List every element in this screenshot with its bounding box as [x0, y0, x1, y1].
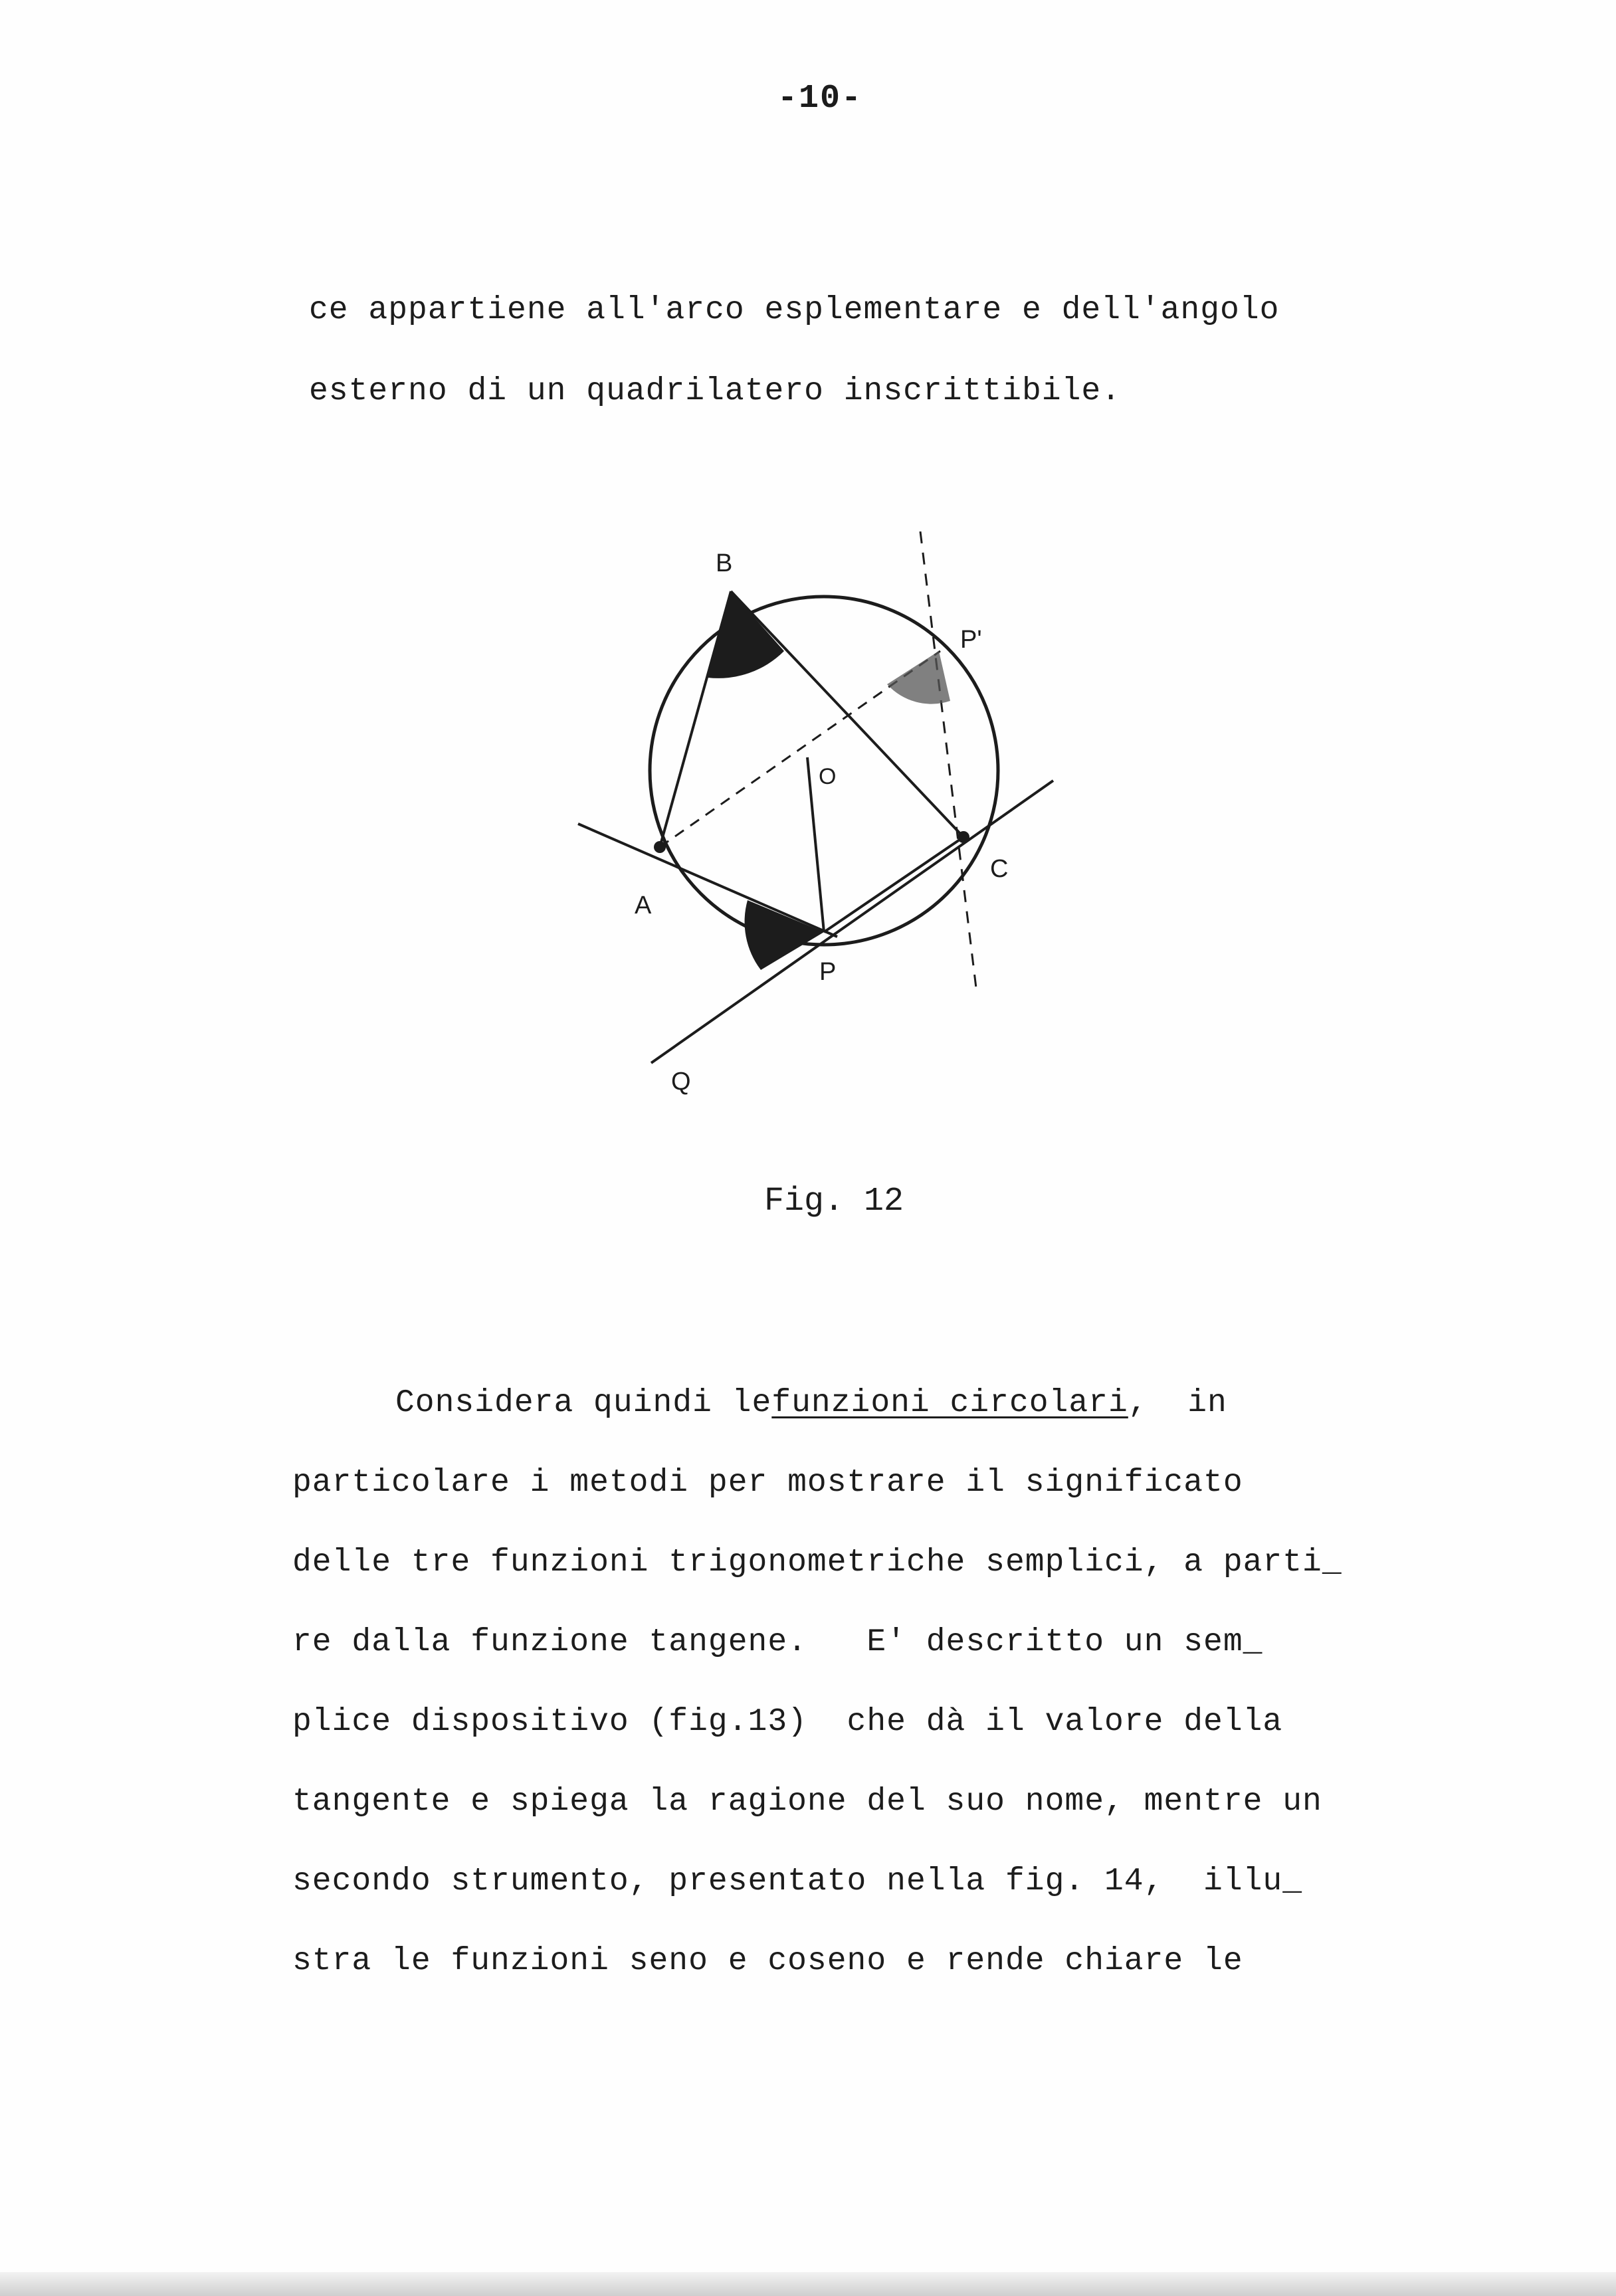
intro-line-1: ce appartiene all'arco esplementare e dell'angolo: [309, 292, 1280, 328]
angle-p: [745, 900, 824, 970]
body-line-6: tangente e spiega la ragione del suo nome, mentre un: [292, 1784, 1322, 1820]
page-number: -10-: [777, 80, 863, 118]
dashed-tangent-p-prime: [920, 531, 977, 993]
body-line-7: secondo strumento, presentato nella fig. 14, illu_: [292, 1864, 1303, 1899]
label-q: Q: [671, 1068, 691, 1096]
body-line-2: particolare i metodi per mostrare il significato: [292, 1465, 1243, 1501]
figure-caption: Fig. 12: [764, 1183, 904, 1220]
body-line-1-pre: Considera quindi le: [395, 1385, 772, 1421]
body-line-3: delle tre funzioni trigonometriche semplici, a parti_: [292, 1545, 1342, 1580]
tangent-line-q: [651, 781, 1053, 1063]
angle-p-prime: [887, 651, 950, 704]
label-c: C: [990, 855, 1009, 883]
body-line-5: plice dispositivo (fig.13) che dà il valore della: [292, 1704, 1283, 1740]
label-o: O: [819, 764, 837, 789]
figure-12-diagram: [558, 512, 1090, 1109]
chord-p-c: [824, 837, 963, 932]
intro-line-2: esterno di un quadrilatero inscrittibile.: [309, 373, 1121, 409]
chord-b-c: [731, 591, 963, 837]
chord-a-b: [660, 591, 731, 847]
body-line-1-post: , in: [1128, 1385, 1227, 1421]
point-c: [958, 831, 969, 843]
body-line-1: [395, 1385, 1227, 1421]
label-p: P: [819, 958, 837, 986]
body-line-8: stra le funzioni seno e coseno e rende chiare le: [292, 1943, 1243, 1979]
label-b: B: [716, 549, 733, 577]
line-a-p: [578, 824, 837, 937]
body-line-4: re dalla funzione tangene. E' descritto un sem_: [292, 1624, 1263, 1660]
scan-bottom-edge: [0, 2272, 1616, 2296]
label-p-prime: P': [960, 626, 982, 654]
label-a: A: [635, 892, 652, 919]
point-a: [654, 841, 666, 853]
underlined-term: funzioni circolari: [771, 1385, 1128, 1421]
